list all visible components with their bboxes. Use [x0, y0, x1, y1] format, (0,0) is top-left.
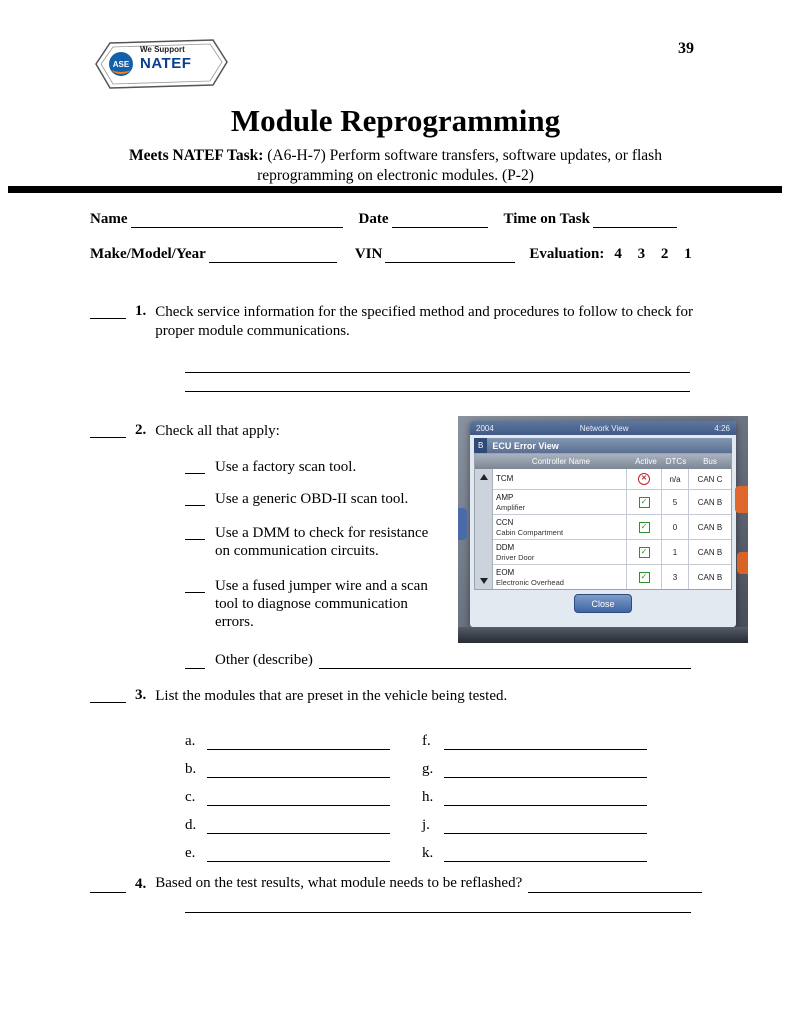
edge-letter: B — [474, 438, 487, 453]
error-icon: ✕ — [638, 473, 650, 485]
module-blank — [207, 819, 390, 834]
checklist-other-row — [185, 652, 691, 669]
module-row — [185, 806, 647, 834]
bus-cell: CAN B — [697, 547, 723, 557]
module-row — [185, 834, 647, 862]
question-2-number: 2. — [135, 422, 147, 438]
divider-rule — [8, 186, 782, 193]
question-1-text: Check service information for the specified method and procedures to follow to check for proper module communications. — [155, 304, 693, 339]
module-row — [185, 722, 647, 750]
natef-task-line — [0, 147, 791, 165]
scan-tool-screen — [470, 421, 736, 627]
checklist-item — [185, 490, 441, 508]
natef-logo-text: NATEF — [140, 55, 192, 72]
module-label: a. — [185, 733, 196, 749]
controller-subname: Electronic Overhead — [496, 577, 564, 587]
checklist — [185, 458, 441, 631]
check-blank — [185, 577, 205, 593]
ecu-row — [493, 540, 731, 565]
active-header: Active — [635, 457, 657, 466]
checklist-item-label: Use a factory scan tool. — [215, 459, 357, 475]
name-blank — [131, 213, 343, 228]
controller-subname: Driver Door — [496, 552, 535, 562]
natef-logo — [94, 38, 229, 90]
answer-line-1a — [185, 358, 690, 373]
controller-name-cell — [493, 490, 627, 514]
checklist-item — [185, 577, 441, 631]
controller-subname: Amplifier — [496, 502, 526, 512]
up-arrow-icon — [480, 474, 488, 480]
module-blank — [444, 847, 647, 862]
module-blank — [207, 763, 390, 778]
score-blank-2 — [90, 422, 126, 438]
statusbar-left: 2004 — [476, 423, 494, 433]
check-blank — [185, 458, 205, 474]
make-model-year-label: Make/Model/Year — [90, 246, 206, 262]
question-2-text: Check all that apply: — [155, 423, 280, 439]
controller-name: AMP — [496, 492, 514, 502]
checklist-item — [185, 458, 441, 476]
scan-tool-statusbar — [470, 421, 736, 435]
active-cell — [627, 540, 662, 564]
vin-label: VIN — [354, 246, 383, 262]
down-arrow-icon — [480, 578, 488, 584]
controller-name: EOM — [496, 567, 515, 577]
checklist-item-label: Use a DMM to check for resistance on communication circuits. — [215, 525, 429, 559]
controller-name-cell — [493, 565, 627, 589]
module-label: j. — [422, 817, 430, 833]
bus-cell: CAN C — [697, 474, 723, 484]
question-2 — [90, 422, 450, 441]
module-label: d. — [185, 817, 197, 833]
date-blank — [392, 213, 488, 228]
ase-logo-text: ASE — [112, 59, 130, 69]
check-icon: ✓ — [639, 497, 650, 508]
module-label: f. — [422, 733, 431, 749]
dtcs-cell: 0 — [662, 515, 689, 539]
module-list — [185, 722, 647, 862]
time-on-task-label: Time on Task — [503, 211, 590, 227]
question-3-number: 3. — [135, 687, 147, 703]
ecu-row — [493, 490, 731, 515]
module-row — [185, 778, 647, 806]
checklist-item — [185, 524, 441, 560]
score-blank-4 — [90, 877, 126, 893]
checklist-item-label: Use a generic OBD-II scan tool. — [215, 491, 409, 507]
answer-line-4 — [185, 898, 691, 913]
score-blank-3 — [90, 687, 126, 703]
info-row-2 — [90, 246, 692, 263]
module-blank — [444, 791, 647, 806]
module-blank — [444, 763, 647, 778]
active-cell — [627, 515, 662, 539]
module-label: e. — [185, 845, 196, 861]
controller-name-header: Controller Name — [531, 457, 591, 466]
module-blank — [207, 735, 390, 750]
module-label: h. — [422, 789, 434, 805]
page-number: 39 — [678, 40, 694, 57]
check-icon: ✓ — [639, 572, 650, 583]
question-1-number: 1. — [135, 303, 147, 319]
module-blank — [444, 735, 647, 750]
question-4-number: 4. — [135, 876, 147, 892]
check-blank — [185, 524, 205, 540]
controller-name: DDM — [496, 542, 515, 552]
ecu-table — [474, 453, 732, 590]
monitor-bezel — [458, 627, 748, 643]
check-icon: ✓ — [639, 547, 650, 558]
score-blank-1 — [90, 303, 126, 319]
check-icon: ✓ — [639, 522, 650, 533]
bezel-orange-tab — [735, 486, 748, 513]
answer-line-1b — [185, 377, 690, 392]
other-describe-blank — [319, 654, 691, 669]
ecu-table-body — [475, 469, 731, 589]
controller-name: CCN — [496, 517, 514, 527]
active-cell — [627, 469, 662, 489]
evaluation-scores: 4 3 2 1 — [614, 246, 692, 262]
statusbar-time: 4:26 — [714, 423, 730, 433]
time-on-task-blank — [593, 213, 677, 228]
scan-tool-photo — [458, 416, 748, 643]
task-text: (A6-H-7) Perform software transfers, software updates, or flash — [267, 147, 662, 164]
statusbar-title: Network View — [579, 423, 629, 433]
date-label: Date — [358, 211, 389, 227]
module-blank — [444, 819, 647, 834]
module-blank — [207, 791, 390, 806]
dtcs-cell: 1 — [662, 540, 689, 564]
module-label: k. — [422, 845, 434, 861]
module-blank — [207, 847, 390, 862]
bus-header: Bus — [703, 457, 717, 466]
module-label: b. — [185, 761, 197, 777]
close-button: Close — [574, 594, 632, 613]
natef-task-line-2: reprogramming on electronic modules. (P-2) — [257, 167, 534, 184]
ecu-row — [493, 515, 731, 540]
module-row — [185, 750, 647, 778]
dialog-title: ECU Error View — [492, 440, 559, 451]
question-3 — [90, 687, 702, 706]
controller-name: TCM — [496, 474, 514, 483]
question-4-text: Based on the test results, what module needs to be reflashed? — [155, 875, 523, 891]
dtcs-cell: 5 — [662, 490, 689, 514]
active-cell — [627, 490, 662, 514]
module-label: g. — [422, 761, 434, 777]
question-4 — [90, 874, 702, 893]
controller-name-cell — [493, 515, 627, 539]
evaluation-label: Evaluation: — [529, 246, 605, 262]
scroll-gutter — [475, 469, 493, 589]
controller-name-cell — [493, 540, 627, 564]
bus-cell: CAN B — [697, 497, 723, 507]
active-cell — [627, 565, 662, 589]
ecu-row — [493, 469, 731, 490]
question-4-blank — [528, 878, 702, 893]
other-describe-label: Other (describe) — [215, 652, 313, 668]
dtcs-cell: 3 — [662, 565, 689, 589]
dtcs-header: DTCs — [665, 457, 687, 466]
check-blank — [185, 490, 205, 506]
task-label: Meets NATEF Task: — [129, 147, 264, 164]
module-label: c. — [185, 789, 196, 805]
vin-blank — [385, 248, 515, 263]
check-blank — [185, 654, 205, 669]
make-model-year-blank — [209, 248, 337, 263]
dtcs-cell: n/a — [662, 469, 689, 489]
ase-logo-icon — [109, 52, 133, 76]
bus-cell: CAN B — [697, 572, 723, 582]
page-title: Module Reprogramming — [230, 103, 561, 138]
controller-name-cell — [493, 469, 627, 489]
ecu-row — [493, 565, 731, 589]
ase-swoosh-icon — [112, 65, 130, 74]
bezel-blue-tab — [458, 508, 467, 540]
logo-we-support-text: We Support — [140, 45, 185, 54]
checklist-item-label: Use a fused jumper wire and a scan tool to diagnose communication errors. — [215, 578, 428, 630]
info-row-1 — [90, 211, 677, 228]
bezel-orange-tab — [737, 552, 748, 574]
ecu-error-view-header — [474, 438, 732, 453]
question-3-text: List the modules that are preset in the vehicle being tested. — [155, 688, 508, 704]
name-label: Name — [90, 211, 128, 227]
bus-cell: CAN B — [697, 522, 723, 532]
ecu-table-header — [475, 454, 731, 469]
question-1 — [90, 303, 702, 341]
controller-subname: Cabin Compartment — [496, 527, 564, 537]
